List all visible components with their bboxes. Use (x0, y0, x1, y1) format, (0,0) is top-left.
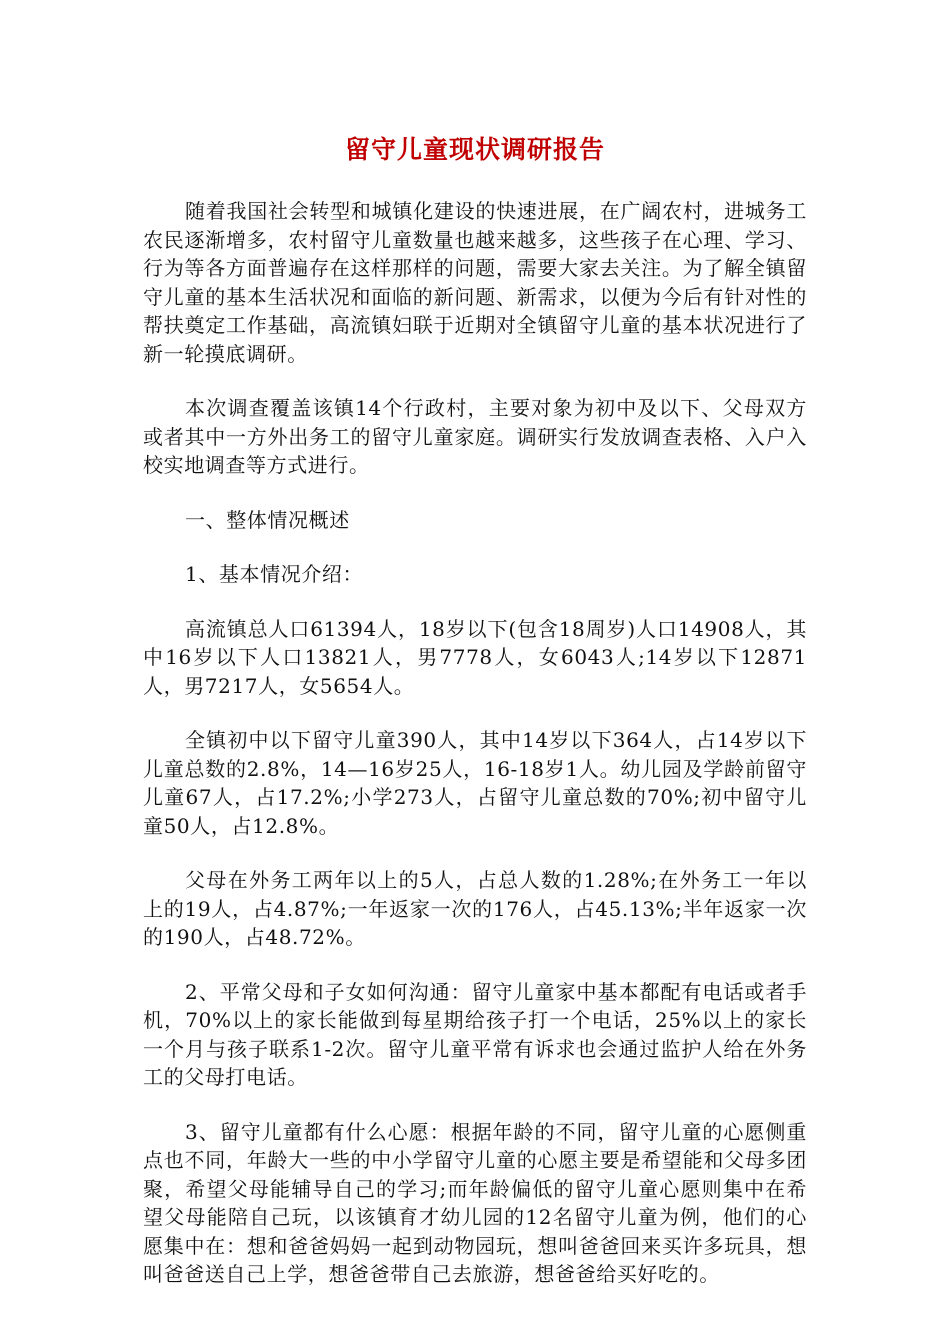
document-body (143, 197, 807, 1315)
paragraph-survey-scope: 本次调查覆盖该镇14个行政村，主要对象为初中及以下、父母双方或者其中一方外出务工的留守儿童家庭。调研实行发放调查表格、入户入校实地调查等方式进行。 (143, 396, 807, 477)
paragraph-intro: 随着我国社会转型和城镇化建设的快速进展，在广阔农村，进城务工农民逐渐增多，农村留守儿童数量也越来越多，这些孩子在心理、学习、行为等各方面普遍存在这样那样的问题，需要大家去关注。为了解全镇留守儿童的基本生活状况和面临的新问题、新需求，以便为今后有针对性的帮扶奠定工作基础，高流镇妇联于近期对全镇留守儿童的基本状况进行了新一轮摸底调研。 (143, 199, 807, 366)
paragraph-parents-work: 父母在外务工两年以上的5人，占总人数的1.28%;在外务工一年以上的19人，占4.87%;一年返家一次的176人，占45.13%;半年返家一次的190人，占48.72%。 (143, 868, 807, 949)
document-title: 留守儿童现状调研报告 (344, 135, 605, 164)
section-heading-overview: 一、整体情况概述 (185, 507, 350, 532)
subheading-basic-info: 1、基本情况介绍： (185, 562, 364, 586)
paragraph-wishes: 3、留守儿童都有什么心愿：根据年龄的不同，留守儿童的心愿侧重点也不同，年龄大一些的中小学留守儿童的心愿主要是希望能和父母多团聚，希望父母能辅导自己的学习;而年龄偏低的留守儿童心愿则集中在希望父母能陪自己玩，以该镇育才幼儿园的12名留守儿童为例，他们的心愿集中在：想和爸爸妈妈一起到动物园玩，想叫爸爸回来买许多玩具，想叫爸爸送自己上学，想爸爸带自己去旅游，想爸爸给买好吃的。 (143, 1119, 807, 1286)
paragraph-population: 高流镇总人口61394人，18岁以下(包含18周岁)人口14908人，其中16岁以下人口13821人，男7778人，女6043人;14岁以下12871人，男7217人，女5654人。 (143, 616, 807, 698)
paragraph-left-behind-stats: 全镇初中以下留守儿童390人，其中14岁以下364人，占14岁以下儿童总数的2.8%，14—16岁25人，16-18岁1人。幼儿园及学龄前留守儿童67人，占17.2%;小学273人，占留守儿童总数的70%;初中留守儿童50人，占12.8%。 (143, 728, 807, 838)
paragraph-communication: 2、平常父母和子女如何沟通：留守儿童家中基本都配有电话或者手机，70%以上的家长能做到每星期给孩子打一个电话，25%以上的家长一个月与孩子联系1-2次。留守儿童平常有诉求也会通过监护人给在外务工的父母打电话。 (143, 979, 807, 1089)
